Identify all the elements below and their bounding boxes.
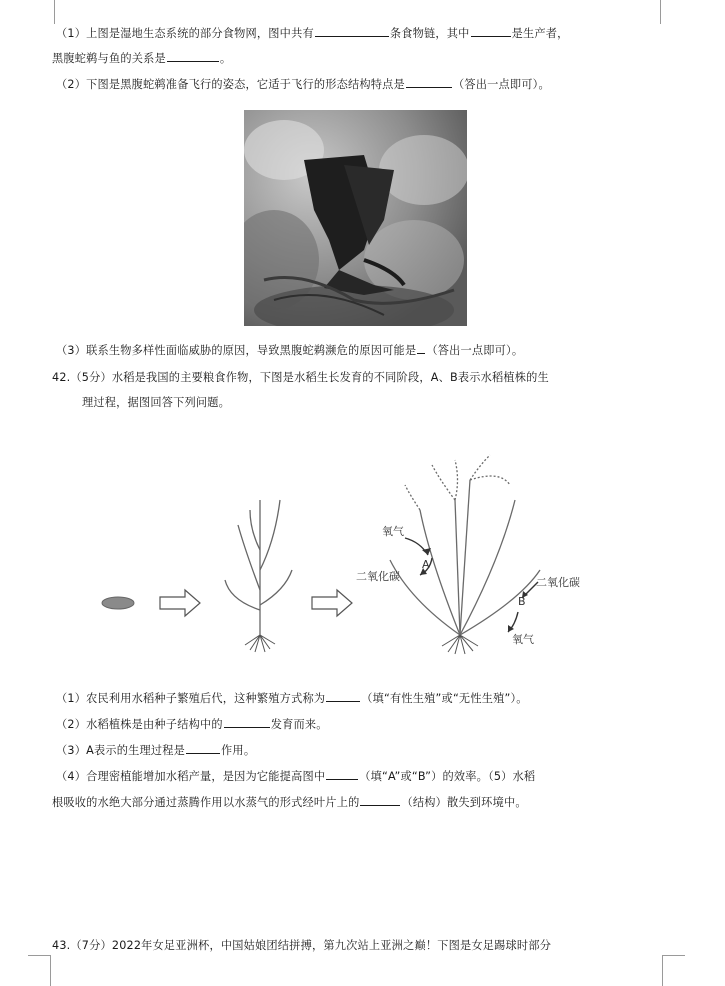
rice-growth-diagram: [60, 440, 660, 670]
bird-photo: [244, 110, 467, 326]
q42-sub2: [56, 715, 686, 733]
q41-part1-line2-end: 。: [219, 52, 232, 65]
answer-blank[interactable]: [360, 793, 400, 806]
q42-sub1: [56, 689, 686, 707]
q41-part1-line2: [52, 49, 682, 67]
q41-part2: [56, 75, 686, 93]
crop-mark-bottom-left: [28, 955, 51, 986]
q42-sub1-text: （1）农民利用水稻种子繁殖后代，这种繁殖方式称为: [56, 692, 326, 705]
answer-blank[interactable]: [417, 341, 425, 354]
q41-part1-text-end: 是生产者，: [511, 27, 569, 40]
label-b: B: [518, 595, 526, 608]
q42-sub1-end: （填“有性生殖”或“无性生殖”）。: [361, 692, 528, 705]
answer-blank[interactable]: [186, 741, 220, 754]
mature-rice-plant: [390, 455, 540, 654]
darter-bird-image: [244, 110, 467, 326]
q41-part3: [56, 341, 686, 359]
label-a: A: [422, 558, 430, 571]
q42-sub3-text: （3）A表示的生理过程是: [56, 744, 186, 757]
crop-mark-top-left: [30, 0, 55, 24]
answer-blank[interactable]: [471, 24, 511, 37]
answer-blank[interactable]: [167, 49, 219, 62]
q42-sub2-text: （2）水稻植株是由种子结构中的: [56, 718, 223, 731]
q42-stem-line2: 理过程，据图回答下列问题。: [82, 396, 231, 409]
q41-part1-line1: [56, 24, 686, 42]
crop-mark-bottom-right: [662, 955, 685, 986]
label-oxygen-bottom: 氧气: [512, 633, 534, 646]
q42-sub4-text: （4）合理密植能增加水稻产量，是因为它能提高图中: [56, 770, 326, 783]
process-a-arrow-in: [405, 538, 428, 555]
q41-part1-text: （1）上图是湿地生态系统的部分食物网，图中共有: [56, 27, 314, 40]
growth-arrow-2: [312, 590, 352, 616]
answer-blank[interactable]: [406, 75, 452, 88]
q42-sub5-line2: [52, 793, 682, 811]
q42-sub3-end: 作用。: [221, 744, 256, 757]
q42-sub5-end: （结构）散失到环境中。: [401, 796, 527, 809]
q41-part2-end: （答出一点即可）。: [452, 78, 550, 91]
rice-seed: [102, 597, 134, 609]
q43-stem: 43.（7分）2022年女足亚洲杯，中国姑娘团结拼搏，第九次站上亚洲之巅！下图是女足踢球时部分: [52, 939, 552, 952]
q41-part3-end: （答出一点即可）。: [426, 344, 524, 357]
label-co2-right: 二氧化碳: [536, 576, 580, 589]
q42-stem-line1: 42.（5分）水稻是我国的主要粮食作物，下图是水稻生长发育的不同阶段，A、B表示水稻植株的生: [52, 371, 549, 384]
label-oxygen-top: 氧气: [382, 525, 404, 538]
q42-sub3: [56, 741, 686, 759]
answer-blank[interactable]: [315, 24, 389, 37]
rice-growth-svg: [60, 440, 660, 670]
q41-part2-text: （2）下图是黑腹蛇鹈准备飞行的姿态，它适于飞行的形态结构特点是: [56, 78, 405, 91]
growth-arrow-1: [160, 590, 200, 616]
q41-part1-line2-text: 黑腹蛇鹈与鱼的关系是: [52, 52, 166, 65]
rice-seedling: [225, 500, 292, 652]
answer-blank[interactable]: [326, 689, 360, 702]
q42-sub5-text: 根吸收的水绝大部分通过蒸腾作用以水蒸气的形式经叶片上的: [52, 796, 360, 809]
q42-sub2-end: 发育而来。: [270, 718, 328, 731]
label-co2-left: 二氧化碳: [356, 570, 400, 583]
q42-sub4-line1: [56, 767, 686, 785]
answer-blank[interactable]: [224, 715, 270, 728]
crop-mark-top-right: [660, 0, 685, 24]
q41-part1-text-mid: 条食物链，其中: [389, 27, 470, 40]
q42-sub4-end: （填“A”或“B”）的效率。（5）水稻: [359, 770, 536, 783]
answer-blank[interactable]: [326, 767, 358, 780]
q41-part3-text: （3）联系生物多样性面临威胁的原因，导致黑腹蛇鹈濒危的原因可能是: [56, 344, 417, 357]
